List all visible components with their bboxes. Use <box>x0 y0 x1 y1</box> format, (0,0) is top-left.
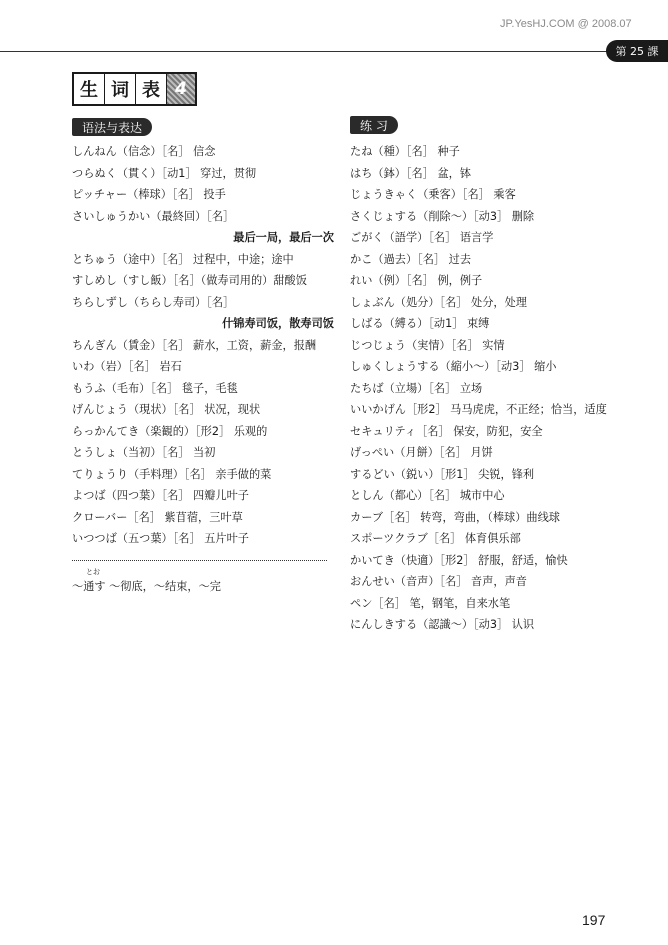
grammar-pattern-text: ～通す ～彻底，～结束，～完 <box>72 579 221 593</box>
vocab-entry: ペン［名］ 笔，钢笔，自来水笔 <box>350 596 511 610</box>
vocab-entry: げっぺい（月餅）［名］ 月饼 <box>350 446 493 459</box>
vocab-entry: にんしきする（認識～）［动3］ 认识 <box>350 618 535 631</box>
vocab-list-right <box>350 141 622 636</box>
section-tag-grammar: 语法与表达 <box>72 118 152 136</box>
vocab-entry: いわ（岩）［名］ 岩石 <box>72 360 182 373</box>
vocab-entry: するどい（鋭い）［形1］ 尖锐，锋利 <box>350 467 535 481</box>
vocab-entry: つらぬく（貫く）［动1］ 穿过，贯彻 <box>72 166 257 180</box>
vocab-entry: じょうきゃく（乗客）［名］ 乘客 <box>350 188 516 201</box>
vocab-entry: よつば（四つ葉）［名］ 四瓣儿叶子 <box>72 489 249 502</box>
vocab-entry: しゅくしょうする（縮小～）［动3］ 缩小 <box>350 360 557 373</box>
title-number: 4 <box>167 74 195 104</box>
vocab-entry: ちんぎん（賃金）［名］ 薪水，工资，薪金，报酬 <box>72 338 317 352</box>
vocab-entry: とうしょ（当初）［名］ 当初 <box>72 446 216 459</box>
page-title <box>72 72 197 106</box>
vocab-entry: カーブ［名］ 转弯，弯曲，（棒球）曲线球 <box>350 510 560 524</box>
vocab-entry-continuation: 什锦寿司饭，散寿司饭 <box>222 317 334 330</box>
vocab-list-left <box>72 141 334 597</box>
vocab-entry-continuation: 最后一局，最后一次 <box>233 231 334 244</box>
vocab-entry: かこ（過去）［名］ 过去 <box>350 252 472 266</box>
vocab-entry: いいかげん［形2］ 马马虎虎，不正经；恰当，适度 <box>350 403 607 416</box>
title-char: 词 <box>105 74 136 104</box>
vocab-entry: じつじょう（実情）［名］ 实情 <box>350 338 505 352</box>
vocab-entry: しばる（縛る）［动1］ 束缚 <box>350 317 490 330</box>
section-tag-exercise: 练 习 <box>350 116 398 134</box>
vocab-entry: たちば（立場）［名］ 立场 <box>350 381 483 395</box>
vocab-entry: いつつば（五つ葉）［名］ 五片叶子 <box>72 532 249 545</box>
vocab-entry: てりょうり（手料理）［名］ 亲手做的菜 <box>72 467 272 481</box>
vocab-entry: ちらしずし（ちらし寿司）［名］ <box>72 295 235 309</box>
vocab-entry: とちゅう（途中）［名］ 过程中，中途；途中 <box>72 252 294 266</box>
vocab-entry: もうふ（毛布）［名］ 毯子，毛毯 <box>72 381 238 395</box>
header-rule <box>0 51 668 52</box>
watermark: JP.YesHJ.COM @ 2008.07 <box>500 18 632 30</box>
vocab-entry: れい（例）［名］ 例，例子 <box>350 274 483 287</box>
dotted-divider <box>72 560 327 562</box>
vocab-entry: すしめし（すし飯）［名］（做寿司用的）甜酸饭 <box>72 274 307 287</box>
vocab-entry: しんねん（信念）［名］ 信念 <box>72 145 216 158</box>
vocab-entry: かいてき（快適）［形2］ 舒服，舒适，愉快 <box>350 553 568 567</box>
vocab-entry: としん（都心）［名］ 城市中心 <box>350 489 505 502</box>
vocab-entry: クローバー［名］ 紫苜蓿，三叶草 <box>72 510 243 524</box>
vocab-entry: スポーツクラブ［名］ 体育俱乐部 <box>350 532 521 545</box>
vocab-entry: さいしゅうかい（最終回）［名］ <box>72 209 235 223</box>
grammar-pattern <box>72 567 334 598</box>
vocab-entry: たね（種）［名］ 种子 <box>350 145 460 158</box>
vocab-entry: げんじょう（現状）［名］ 状况，现状 <box>72 403 261 416</box>
vocab-entry: おんせい（音声）［名］ 音声，声音 <box>350 575 527 588</box>
ruby-reading: とお <box>86 567 100 576</box>
title-char: 表 <box>136 74 167 104</box>
vocab-entry: らっかんてき（楽観的）［形2］ 乐观的 <box>72 424 268 438</box>
vocab-entry: ピッチャー（棒球）［名］ 投手 <box>72 188 226 201</box>
vocab-entry: しょぶん（処分）［名］ 处分，处理 <box>350 295 527 309</box>
vocab-entry: セキュリティ［名］ 保安，防犯，安全 <box>350 424 543 438</box>
page-number: 197 <box>582 912 606 928</box>
title-char: 生 <box>74 74 105 104</box>
vocab-entry: ごがく（語学）［名］ 语言学 <box>350 231 494 244</box>
lesson-tab: 第 25 課 <box>606 40 668 62</box>
vocab-entry: はち（鉢）［名］ 盆，钵 <box>350 166 472 180</box>
vocab-entry: さくじょする（削除～）［动3］ 删除 <box>350 209 535 223</box>
